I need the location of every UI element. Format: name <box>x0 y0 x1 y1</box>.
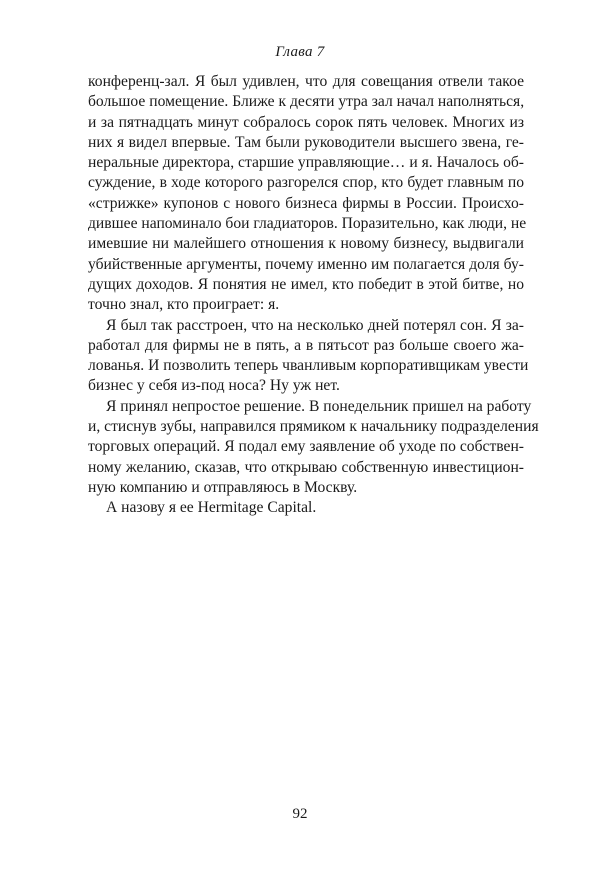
text-line: торговых операций. Я подал ему заявление об уходе по собствен- <box>88 438 524 456</box>
text-line: имевшие ни малейшего отношения к новому бизнесу, выдвигали <box>88 235 524 253</box>
text-line: дущих доходов. Я понятия не имел, кто победит в этой битве, но <box>88 275 524 293</box>
text-line: конференц-зал. Я был удивлен, что для совещания отвели такое <box>88 73 524 90</box>
running-head: Глава 7 <box>275 44 325 60</box>
text-line: лованья. И позволить теперь чванливым корпоративщикам увести <box>88 357 529 375</box>
text-line: них я видел впервые. Там были руководители высшего звена, ге- <box>88 133 524 151</box>
text-line: суждение, в ходе которого разгорелся спор, кто будет главным по <box>88 174 524 192</box>
text-line: большое помещение. Ближе к десяти утра зал начал наполняться, <box>88 93 525 111</box>
text-line: работал для фирмы не в пять, а в пятьсот раз больше своего жа- <box>88 336 524 354</box>
page-number: 92 <box>292 806 308 822</box>
text-line: и за пятнадцать минут собралось сорок пять человек. Многих из <box>88 113 524 131</box>
text-line: А назову я ее Hermitage Capital. <box>106 499 317 517</box>
text-line: убийственные аргументы, почему именно им полагается доля бу- <box>88 255 524 273</box>
text-line: Я принял непростое решение. В понедельник пришел на работу <box>106 397 532 415</box>
paragraph-3 <box>88 397 539 498</box>
text-line: Я был так расстроен, что на несколько дней потерял сон. Я за- <box>106 316 524 334</box>
text-line: неральные директора, старшие управляющие… и я. Началось об- <box>88 154 524 172</box>
body-text <box>88 72 539 519</box>
paragraph-1 <box>88 72 527 316</box>
text-line: бизнес у себя из-под носа? Ну уж нет. <box>88 377 340 395</box>
text-line: ную компанию и отправляюсь в Москву. <box>88 478 358 496</box>
text-line: дившее напоминало бои гладиаторов. Поразительно, как люди, не <box>88 215 527 233</box>
paragraph-2 <box>88 316 529 397</box>
paragraph-4 <box>88 498 524 518</box>
text-line: «стрижке» купонов с нового бизнеса фирмы в России. Происхо- <box>88 194 524 212</box>
text-line: и, стиснув зубы, направился прямиком к начальнику подразделения <box>88 418 539 436</box>
text-line: точно знал, кто проиграет: я. <box>88 296 280 314</box>
text-line: ному желанию, сказав, что открываю собственную инвестицион- <box>88 458 524 476</box>
